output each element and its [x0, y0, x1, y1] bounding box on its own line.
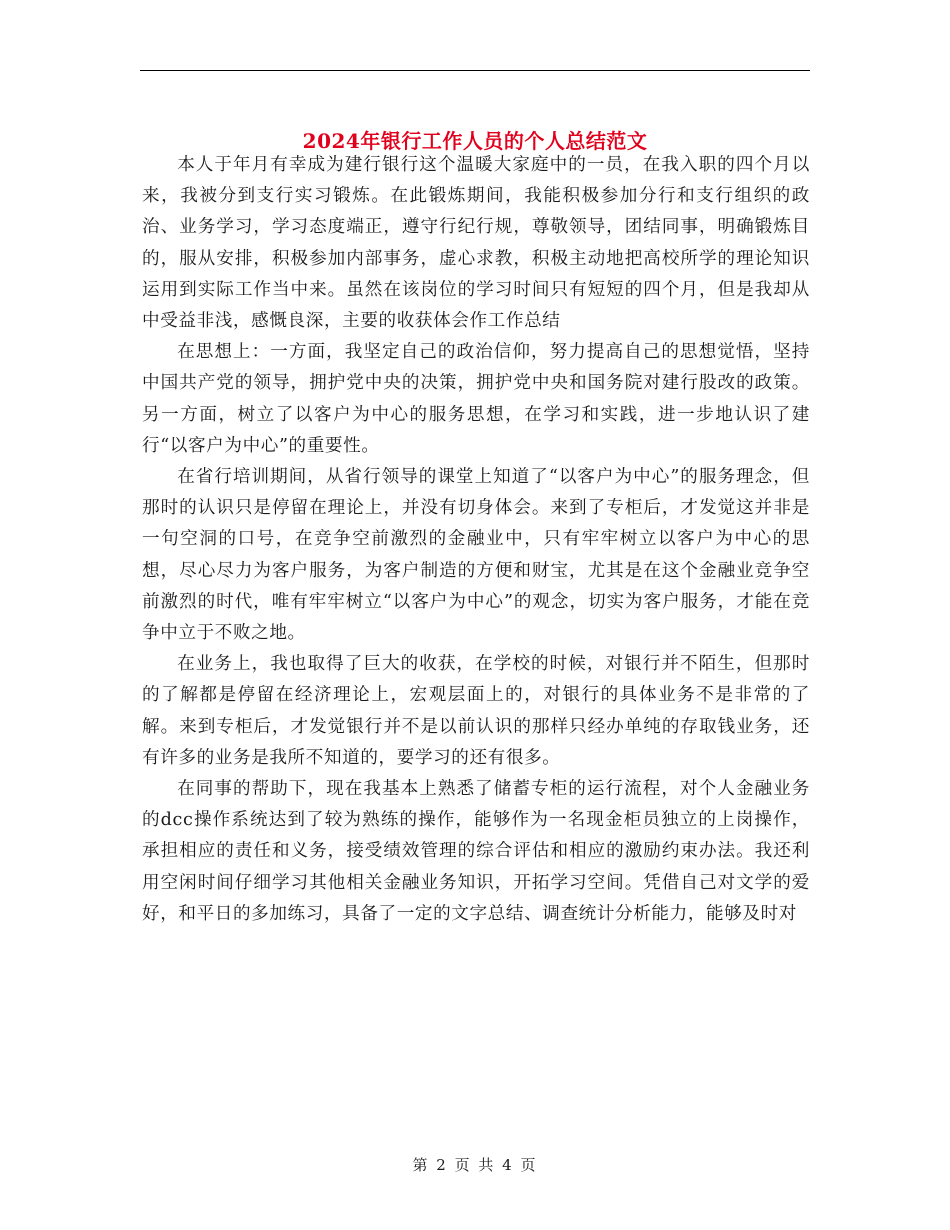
- page-number: 第 2 页 共 4 页: [412, 1156, 538, 1174]
- header-rule: [140, 70, 810, 71]
- paragraph-ideology: 在思想上：一方面，我坚定自己的政治信仰，努力提高自己的思想觉悟，坚持中国共产党的领导，拥护党中央的决策，拥护党中央和国务院对建行股改的政策。另一方面，树立了以客户为中心的服务思想，在学习和实践，进一步地认识了建行“以客户为中心”的重要性。: [142, 342, 810, 456]
- document-title: 2024年银行工作人员的个人总结范文: [302, 129, 648, 154]
- document-body: [142, 150, 810, 930]
- paragraph-intro: 本人于年月有幸成为建行银行这个温暖大家庭中的一员，在我入职的四个月以来，我被分到支行实习锻炼。在此锻炼期间，我能积极参加分行和支行组织的政治、业务学习，学习态度端正，遵守行纪行规，尊敬领导，团结同事，明确锻炼目的，服从安排，积极参加内部事务，虚心求教，积极主动地把高校所学的理论知识运用到实际工作当中来。虽然在该岗位的学习时间只有短短的四个月，但是我却从中受益非浅，感慨良深，主要的收获体会作工作总结: [142, 155, 810, 332]
- paragraph-training: 在省行培训期间，从省行领导的课堂上知道了“以客户为中心”的服务理念，但那时的认识只是停留在理论上，并没有切身体会。来到了专柜后，才发觉这并非是一句空洞的口号，在竞争空前激烈的金融业中，只有牢牢树立以客户为中心的思想，尽心尽力为客户服务，为客户制造的方便和财宝，尤其是在这个金融业竞争空前激烈的时代，唯有牢牢树立“以客户为中心”的观念，切实为客户服务，才能在竞争中立于不败之地。: [142, 467, 810, 644]
- paragraph-colleagues: 在同事的帮助下，现在我基本上熟悉了储蓄专柜的运行流程，对个人金融业务的dcc操作系统达到了较为熟练的操作，能够作为一名现金柜员独立的上岗操作，承担相应的责任和义务，接受绩效管理的综合评估和相应的激励约束办法。我还利用空闲时间仔细学习其他相关金融业务知识，开拓学习空间。凭借自己对文学的爱好，和平日的多加练习，具备了一定的文字总结、调查统计分析能力，能够及时对: [142, 779, 810, 924]
- paragraph-business: 在业务上，我也取得了巨大的收获，在学校的时候，对银行并不陌生，但那时的了解都是停留在经济理论上，宏观层面上的，对银行的具体业务不是非常的了解。来到专柜后，才发觉银行并不是以前认识的那样只经办单纯的存取钱业务，还有许多的业务是我所不知道的，要学习的还有很多。: [142, 654, 810, 768]
